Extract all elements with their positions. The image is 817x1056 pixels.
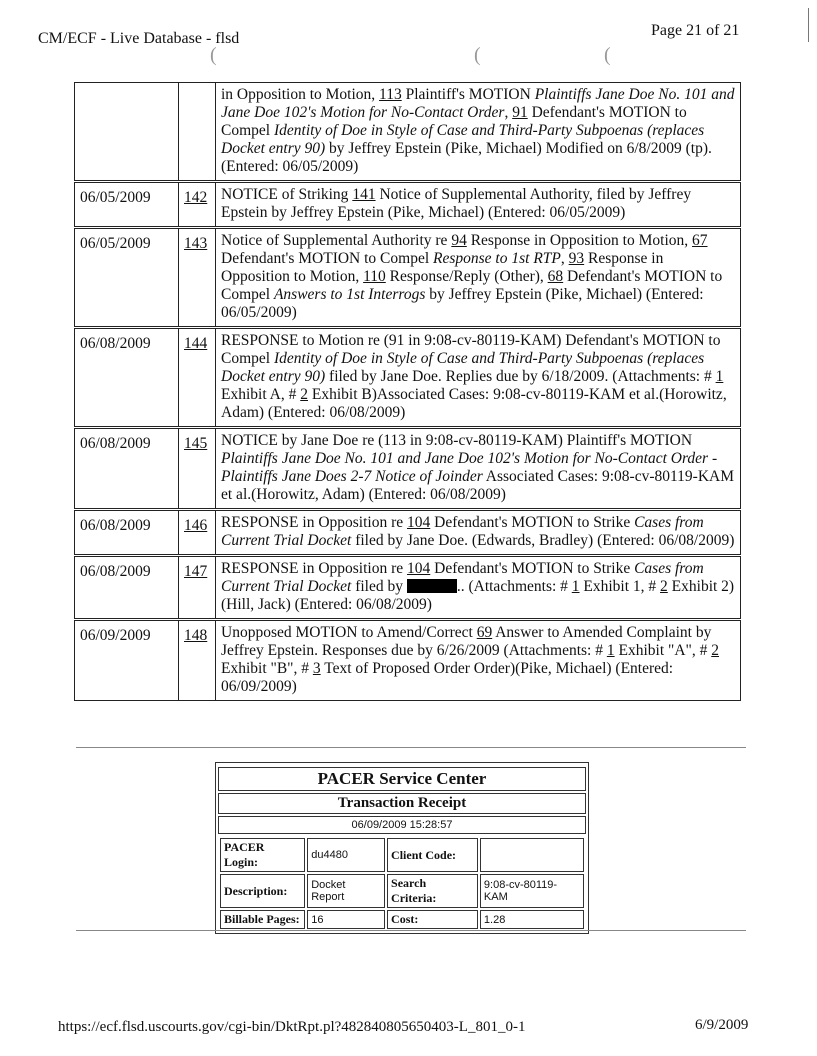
pacer-subtitle: Transaction Receipt [218, 793, 586, 814]
docket-row [75, 182, 741, 228]
docket-date: 06/08/2009 [75, 510, 179, 556]
docket-ref-link[interactable]: 104 [407, 514, 431, 531]
docket-ref-link[interactable]: 67 [692, 232, 708, 249]
docket-text [216, 556, 741, 620]
margin-line [808, 8, 809, 42]
docket-number [179, 620, 216, 701]
docket-text-segment: Defendant's MOTION to Strike [430, 560, 635, 577]
docket-text-segment: by Jeffrey Epstein (Pike, Michael) Modified on 6/8/2009 (tp). (Entered: 06/05/2009) [221, 140, 712, 175]
docket-text-segment: Response/Reply (Other), [385, 268, 548, 285]
docket-ref-link[interactable]: 141 [352, 186, 376, 203]
docket-date: 06/05/2009 [75, 228, 179, 328]
pacer-title: PACER Service Center [218, 767, 586, 791]
login-value: du4480 [307, 838, 385, 872]
docket-text [216, 510, 741, 556]
docket-text-segment: NOTICE of Striking [221, 186, 353, 203]
docket-number-link[interactable]: 145 [184, 435, 208, 452]
pacer-datetime: 06/09/2009 15:28:57 [218, 816, 586, 834]
docket-text-segment: RESPONSE in Opposition re [221, 560, 408, 577]
docket-row [75, 328, 741, 428]
docket-text-segment: filed by Jane Doe. (Edwards, Bradley) (Entered: 06/08/2009) [351, 532, 735, 549]
client-code-value [480, 838, 584, 872]
motion-title: Identity of Doe in Style of Case and Third-Party Subpoenas (replaces Docket entry 90) [221, 350, 705, 385]
cost-label: Cost: [387, 910, 478, 929]
docket-text-segment: Answer to Amended Complaint by Jeffrey Epstein. Responses due by 6/26/2009 (Attachments: # [221, 624, 712, 659]
docket-text [216, 620, 741, 701]
docket-ref-link[interactable]: 2 [660, 578, 668, 595]
docket-number [179, 510, 216, 556]
footer-url: https://ecf.flsd.uscourts.gov/cgi-bin/DktRpt.pl?482840805650403-L_801_0-1 [58, 1019, 526, 1035]
docket-text-segment: Defendant's MOTION to Compel [221, 268, 723, 303]
docket-number [179, 83, 216, 182]
docket-number-link[interactable]: 142 [184, 189, 208, 206]
docket-text-segment: Exhibit "A", # [614, 642, 712, 659]
docket-number-link[interactable]: 146 [184, 517, 208, 534]
scan-mark: ( [474, 44, 481, 66]
docket-ref-link[interactable]: 104 [407, 560, 431, 577]
motion-title: Plaintiffs Jane Doe No. 101 and Jane Doe 102's Motion for No-Contact Order -Plaintiffs Jane Does 2-7 Notice of Joinder [221, 450, 718, 485]
docket-text [216, 428, 741, 510]
docket-ref-link[interactable]: 1 [571, 578, 580, 595]
motion-title: Identity of Doe in Style of Case and Third-Party Subpoenas (replaces Docket entry 90) [221, 122, 705, 157]
docket-text [216, 182, 741, 228]
login-label: PACER Login: [220, 838, 305, 872]
docket-date: 06/05/2009 [75, 182, 179, 228]
docket-text-segment: filed by [351, 578, 407, 595]
docket-text-segment: RESPONSE in Opposition re [221, 514, 408, 531]
docket-row [75, 510, 741, 556]
footer-date: 6/9/2009 [695, 1017, 749, 1033]
docket-row [75, 620, 741, 701]
client-code-label: Client Code: [387, 838, 478, 872]
docket-text-segment: Exhibit 2)(Hill, Jack) (Entered: 06/08/2009) [221, 578, 735, 613]
scan-mark: ( [604, 44, 611, 66]
docket-table [74, 82, 741, 701]
docket-number [179, 228, 216, 328]
docket-text-segment: .. (Attachments: # [456, 578, 572, 595]
pacer-details [218, 836, 586, 931]
docket-text-segment: Plaintiff's MOTION [401, 86, 535, 103]
divider [76, 747, 746, 748]
docket-row [75, 228, 741, 328]
docket-ref-link[interactable]: 94 [451, 232, 467, 249]
docket-ref-link[interactable]: 91 [512, 104, 528, 121]
docket-number [179, 428, 216, 510]
docket-text-segment: Unopposed MOTION to Amend/Correct [221, 624, 477, 641]
docket-text-segment: Exhibit "B", # [221, 660, 313, 677]
docket-ref-link[interactable]: 3 [312, 660, 321, 677]
motion-title: Cases from Current Trial Docket [221, 514, 704, 549]
docket-text-segment: Response in Opposition to Motion, [466, 232, 693, 249]
docket-number-link[interactable]: 143 [184, 235, 208, 252]
docket-date: 06/08/2009 [75, 328, 179, 428]
billable-pages-label: Billable Pages: [220, 910, 305, 929]
docket-text-segment: Text of Proposed Order Order)(Pike, Michael) (Entered: 06/09/2009) [221, 660, 674, 695]
motion-title: Answers to 1st Interrogs [273, 286, 426, 303]
pacer-receipt [215, 762, 589, 934]
docket-text-segment: RESPONSE to Motion re (91 in 9:08-cv-80119-KAM) Defendant's MOTION to Compel [221, 332, 721, 367]
description-label: Description: [220, 874, 305, 908]
docket-text-segment: filed by Jane Doe. Replies due by 6/18/2009. (Attachments: # [325, 368, 716, 385]
page-number: Page 21 of 21 [651, 22, 740, 39]
docket-date [75, 83, 179, 182]
docket-text-segment: Defendant's MOTION to Compel [221, 104, 687, 139]
docket-date: 06/08/2009 [75, 556, 179, 620]
docket-ref-link[interactable]: 110 [363, 268, 386, 285]
docket-ref-link[interactable]: 2 [711, 642, 719, 659]
docket-ref-link[interactable]: 93 [568, 250, 585, 267]
docket-text-segment: Exhibit 1, # [579, 578, 661, 595]
docket-text [216, 83, 741, 182]
search-criteria-value: 9:08-cv-80119-KAM [480, 874, 584, 908]
docket-ref-link[interactable]: 1 [606, 642, 615, 659]
billable-pages-value: 16 [307, 910, 385, 929]
motion-title: Response to 1st RTP [433, 250, 561, 267]
docket-text-segment: Exhibit A, # [221, 386, 301, 403]
docket-text-segment: in Opposition to Motion, [221, 86, 380, 103]
docket-text-segment: , [504, 104, 513, 121]
docket-date: 06/09/2009 [75, 620, 179, 701]
docket-text-segment: NOTICE by Jane Doe re (113 in 9:08-cv-80119-KAM) Plaintiff's MOTION [221, 432, 693, 449]
docket-text-segment: , [560, 250, 569, 267]
docket-number [179, 182, 216, 228]
docket-number [179, 328, 216, 428]
description-value: Docket Report [307, 874, 385, 908]
docket-text-segment: Defendant's MOTION to Strike [430, 514, 635, 531]
docket-text-segment: Notice of Supplemental Authority, filed by Jeffrey Epstein by Jeffrey Epstein (Pike, Michael) (Entered: 06/05/2009) [221, 186, 692, 221]
docket-text-segment: Notice of Supplemental Authority re [221, 232, 452, 249]
docket-ref-link[interactable]: 69 [476, 624, 493, 641]
docket-text-segment: by Jeffrey Epstein (Pike, Michael) (Entered: 06/05/2009) [221, 286, 704, 321]
search-criteria-label: Search Criteria: [387, 874, 478, 908]
docket-text-segment: Defendant's MOTION to Compel [221, 250, 434, 267]
docket-text [216, 328, 741, 428]
scan-mark: ( [210, 44, 217, 66]
motion-title: Plaintiffs Jane Doe No. 101 and Jane Doe 102's Motion for No-Contact Order [221, 86, 735, 121]
docket-text-segment: Exhibit B)Associated Cases: 9:08-cv-80119-KAM et al.(Horowitz, Adam) (Entered: 06/08/2009) [221, 386, 727, 421]
docket-text [216, 228, 741, 328]
docket-number [179, 556, 216, 620]
divider [76, 930, 746, 931]
page-header-title: CM/ECF - Live Database - flsd [38, 30, 240, 47]
docket-ref-link[interactable]: 1 [715, 368, 724, 385]
docket-date: 06/08/2009 [75, 428, 179, 510]
cost-value: 1.28 [480, 910, 584, 929]
docket-number-link[interactable]: 144 [184, 335, 208, 352]
docket-number-link[interactable]: 148 [184, 627, 208, 644]
docket-ref-link[interactable]: 2 [300, 386, 308, 403]
docket-ref-link[interactable]: 113 [379, 86, 402, 103]
docket-text-segment: Associated Cases: 9:08-cv-80119-KAM et al.(Horowitz, Adam) (Entered: 06/08/2009) [221, 468, 734, 503]
docket-row [75, 428, 741, 510]
docket-text-segment: Response in Opposition to Motion, [221, 250, 664, 285]
docket-number-link[interactable]: 147 [184, 563, 208, 580]
docket-row [75, 83, 741, 182]
docket-ref-link[interactable]: 68 [547, 268, 564, 285]
motion-title: Cases from Current Trial Docket [221, 560, 704, 595]
redaction-block [407, 579, 457, 593]
docket-row [75, 556, 741, 620]
